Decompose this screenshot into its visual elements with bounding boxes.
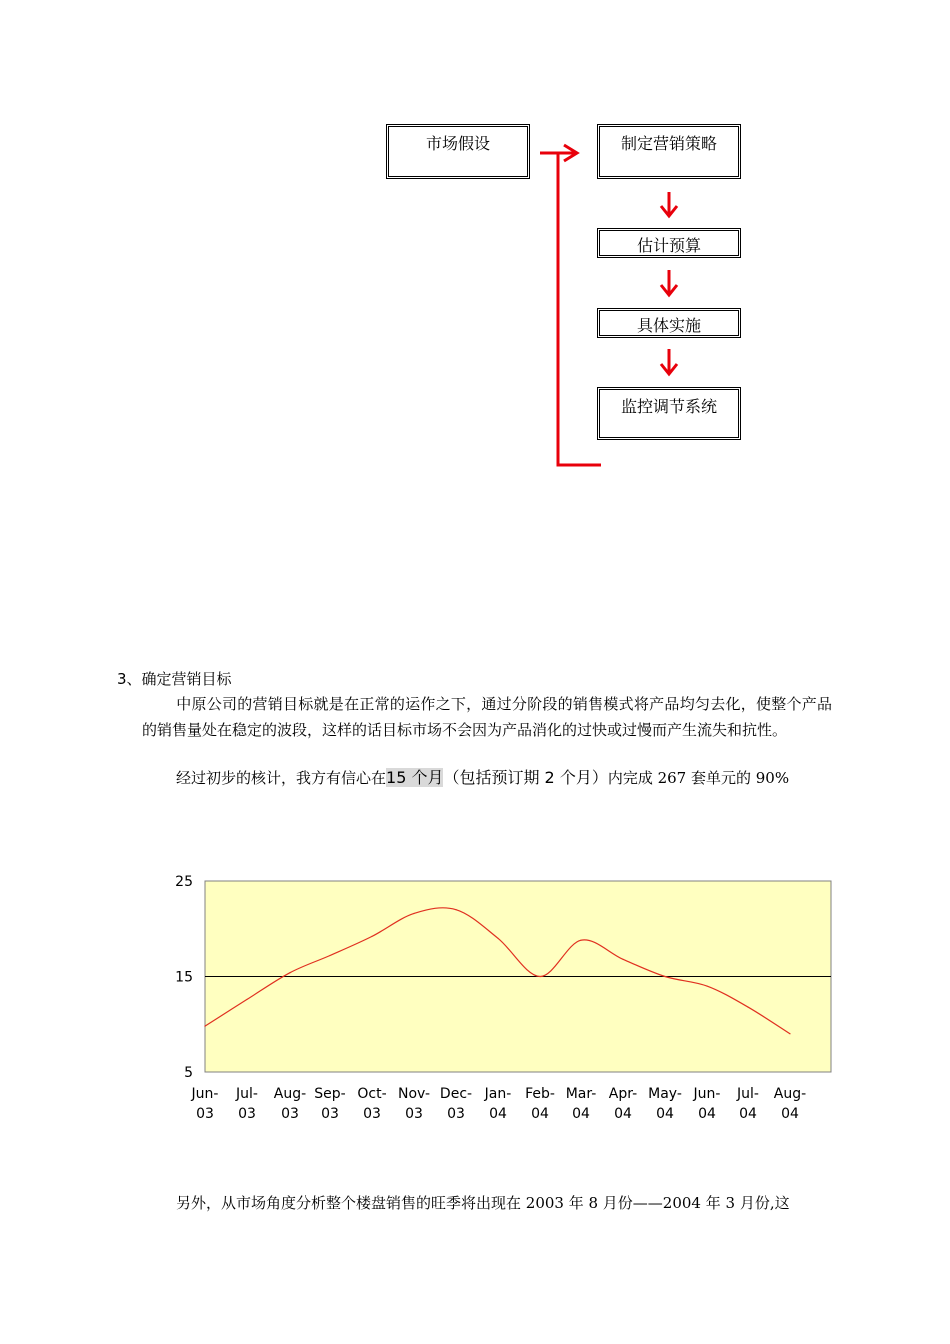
data-point bbox=[204, 1026, 205, 1027]
x-tick-label-year: 04 bbox=[531, 1106, 549, 1122]
y-tick-label: 25 bbox=[175, 874, 193, 890]
data-point bbox=[789, 1033, 790, 1034]
box-budget-estimate bbox=[597, 228, 741, 258]
paragraph-goal-text: 中原公司的营销目标就是在正常的运作之下，通过分阶段的销售模式将产品均匀去化，使整个产品的销售量处在稳定的波段，这样的话目标市场不会因为产品消化的过快或过慢而产生流失和抗性。 bbox=[142, 695, 832, 739]
data-point bbox=[455, 909, 456, 910]
x-tick-label-year: 04 bbox=[614, 1106, 632, 1122]
highlight-months: 15 个月 bbox=[386, 768, 444, 787]
data-point bbox=[289, 972, 290, 973]
x-tick-label: Dec- bbox=[439, 1086, 473, 1102]
x-tick-label: Apr- bbox=[608, 1086, 638, 1102]
x-tick-label-year: 03 bbox=[321, 1106, 339, 1122]
x-tick-label-year: 03 bbox=[281, 1106, 299, 1122]
paragraph-confidence bbox=[142, 765, 832, 791]
section-heading: 3、确定营销目标 bbox=[117, 670, 232, 688]
box-market-assumption bbox=[386, 124, 530, 179]
confidence-post: 内完成 267 套单元的 90% bbox=[607, 769, 790, 787]
box-monitor-system-label: 监控调节系统 bbox=[620, 397, 717, 416]
data-point bbox=[497, 938, 498, 939]
x-tick-label-year: 03 bbox=[196, 1106, 214, 1122]
data-point bbox=[329, 955, 330, 956]
paragraph-goal bbox=[142, 691, 832, 743]
box-budget-estimate-label: 估计预算 bbox=[636, 236, 701, 255]
x-tick-label: Oct- bbox=[357, 1086, 387, 1102]
x-tick-label: May- bbox=[648, 1086, 682, 1102]
box-implementation bbox=[597, 308, 741, 338]
data-point bbox=[246, 999, 247, 1000]
x-tick-label-year: 03 bbox=[405, 1106, 423, 1122]
data-point bbox=[413, 913, 414, 914]
paragraph-peak-season-text: 另外，从市场角度分析整个楼盘销售的旺季将出现在 2003 年 8 月份——2004 年 3 月份,这 bbox=[176, 1194, 790, 1212]
x-tick-label: Jan- bbox=[484, 1086, 512, 1102]
data-point bbox=[664, 976, 665, 977]
x-tick-label: Jul- bbox=[236, 1086, 258, 1102]
box-marketing-strategy bbox=[597, 124, 741, 179]
x-tick-label-year: 04 bbox=[739, 1106, 757, 1122]
box-monitor-system bbox=[597, 387, 741, 440]
data-point bbox=[580, 940, 581, 941]
x-tick-label: Sep- bbox=[314, 1086, 346, 1102]
x-tick-label: Jun- bbox=[191, 1086, 219, 1102]
x-tick-label-year: 04 bbox=[698, 1106, 716, 1122]
x-tick-label: Nov- bbox=[398, 1086, 430, 1102]
data-point bbox=[371, 936, 372, 937]
box-marketing-strategy-label: 制定营销策略 bbox=[620, 134, 717, 153]
data-point bbox=[706, 985, 707, 986]
x-tick-label-year: 03 bbox=[447, 1106, 465, 1122]
data-point bbox=[622, 959, 623, 960]
x-tick-label-year: 04 bbox=[572, 1106, 590, 1122]
x-tick-label-year: 04 bbox=[781, 1106, 799, 1122]
x-tick-label: Jul- bbox=[737, 1086, 759, 1102]
x-tick-label-year: 04 bbox=[489, 1106, 507, 1122]
x-tick-label-year: 04 bbox=[656, 1106, 674, 1122]
x-tick-label-year: 03 bbox=[363, 1106, 381, 1122]
x-tick-label: Jun- bbox=[693, 1086, 721, 1102]
box-implementation-label: 具体实施 bbox=[636, 316, 701, 335]
data-point bbox=[747, 1006, 748, 1007]
y-tick-label: 5 bbox=[184, 1065, 193, 1081]
flowchart-arrows bbox=[0, 0, 950, 600]
x-tick-label: Aug- bbox=[273, 1086, 307, 1102]
x-tick-label: Feb- bbox=[525, 1086, 555, 1102]
x-tick-label: Aug- bbox=[773, 1086, 807, 1102]
sales-line-chart bbox=[0, 860, 950, 1130]
paragraph-peak-season bbox=[142, 1190, 832, 1216]
confidence-pre: 经过初步的核计，我方有信心在 bbox=[176, 769, 387, 787]
box-market-assumption-label: 市场假设 bbox=[425, 134, 490, 153]
x-tick-label-year: 03 bbox=[238, 1106, 256, 1122]
data-point bbox=[539, 976, 540, 977]
x-tick-label: Mar- bbox=[565, 1086, 597, 1102]
y-tick-label: 15 bbox=[175, 969, 193, 986]
presale-note: （包括预订期 2 个月） bbox=[443, 768, 608, 787]
